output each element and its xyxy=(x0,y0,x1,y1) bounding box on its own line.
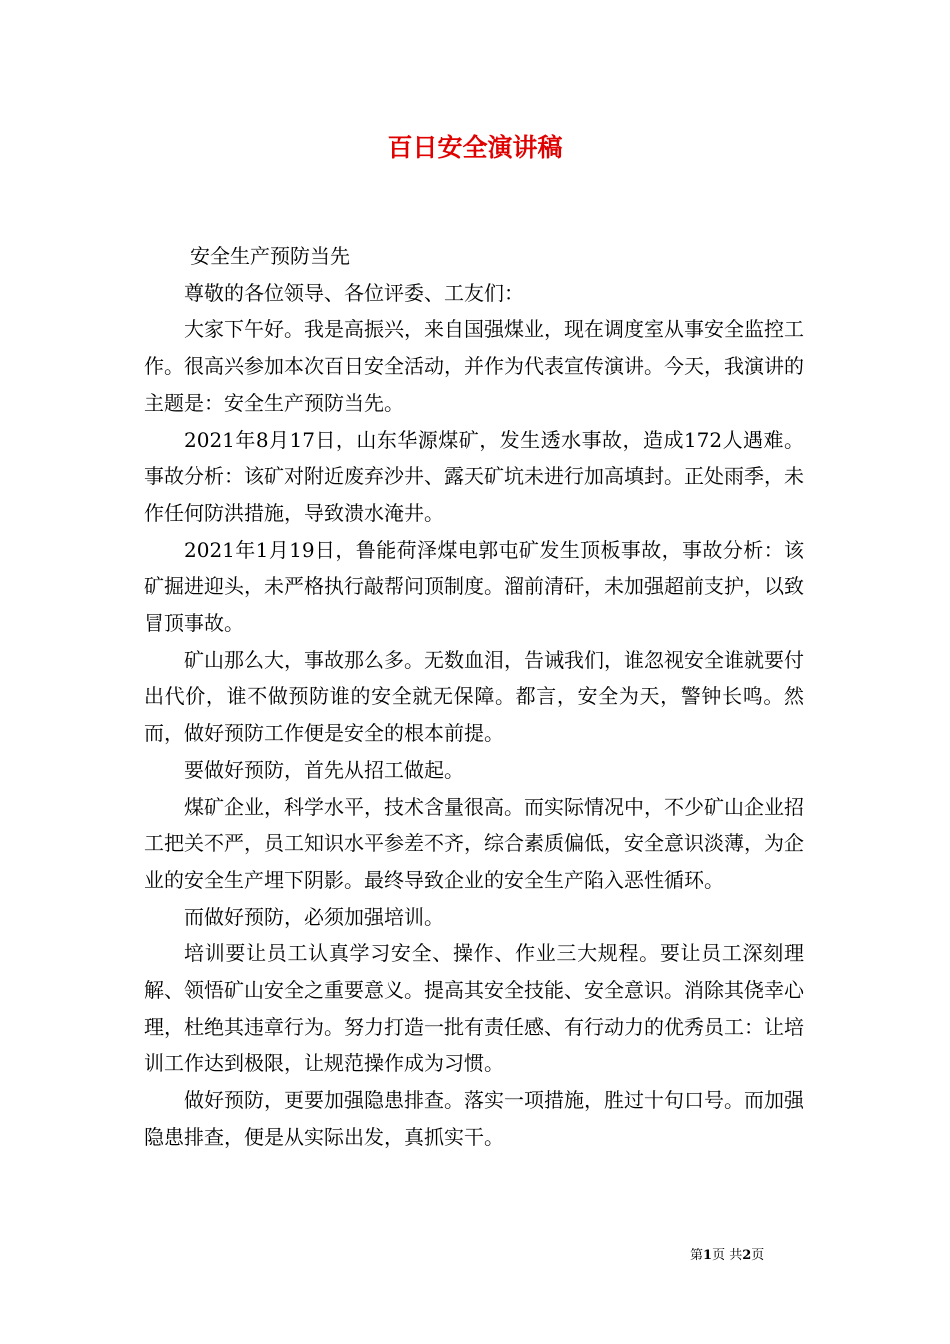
footer-middle: 页 共 xyxy=(712,1248,743,1263)
paragraph: 做好预防，更要加强隐患排查。落实一项措施，胜过十句口号。而加强隐患排查，便是从实际出发，真抓实干。 xyxy=(144,1088,804,1149)
paragraph: 培训要让员工认真学习安全、操作、作业三大规程。要让员工深刻理解、领悟矿山安全之重要意义。提高其安全技能、安全意识。消除其侥幸心理，杜绝其违章行为。努力打造一批有责任感、有行动力的优秀员工：让培训工作达到极限，让规范操作成为习惯。 xyxy=(144,941,804,1076)
paragraph-subtitle: 安全生产预防当先 xyxy=(190,244,350,268)
total-page-number: 2 xyxy=(742,1248,752,1263)
paragraph: 要做好预防，首先从招工做起。 xyxy=(184,757,464,782)
paragraph: 2021年1月19日，鲁能荷泽煤电郭屯矿发生顶板事故，事故分析：该矿掘进迎头，未严格执行敲帮问顶制度。溜前清矸，未加强超前支护，以致冒顶事故。 xyxy=(144,537,804,636)
paragraph: 2021年8月17日，山东华源煤矿，发生透水事故，造成172人遇难。事故分析：该矿对附近废弃沙井、露天矿坑未进行加高填封。正处雨季，未作任何防洪措施，导致溃水淹井。 xyxy=(144,427,804,525)
paragraph: 矿山那么大，事故那么多。无数血泪，告诫我们，谁忽视安全谁就要付出代价，谁不做预防谁的安全就无保障。都言，安全为天，警钟长鸣。然而，做好预防工作便是安全的根本前提。 xyxy=(144,647,804,746)
paragraph: 大家下午好。我是高振兴，来自国强煤业，现在调度室从事安全监控工作。很高兴参加本次百日安全活动，并作为代表宣传演讲。今天，我演讲的主题是：安全生产预防当先。 xyxy=(144,317,804,415)
paragraph: 而做好预防，必须加强培训。 xyxy=(184,904,444,929)
document-body xyxy=(144,238,804,1156)
paragraph: 煤矿企业，科学水平，技术含量很高。而实际情况中，不少矿山企业招工把关不严，员工知识水平参差不齐，综合素质偏低，安全意识淡薄，为企业的安全生产埋下阴影。最终导致企业的安全生产陷入恶性循环。 xyxy=(144,794,804,892)
page-footer xyxy=(690,1247,840,1265)
current-page-number: 1 xyxy=(703,1248,713,1263)
document-title: 百日安全演讲稿 xyxy=(387,133,563,162)
footer-prefix: 第 xyxy=(690,1248,704,1263)
paragraph-salutation: 尊敬的各位领导、各位评委、工友们： xyxy=(184,280,524,305)
footer-suffix: 页 xyxy=(751,1248,765,1263)
